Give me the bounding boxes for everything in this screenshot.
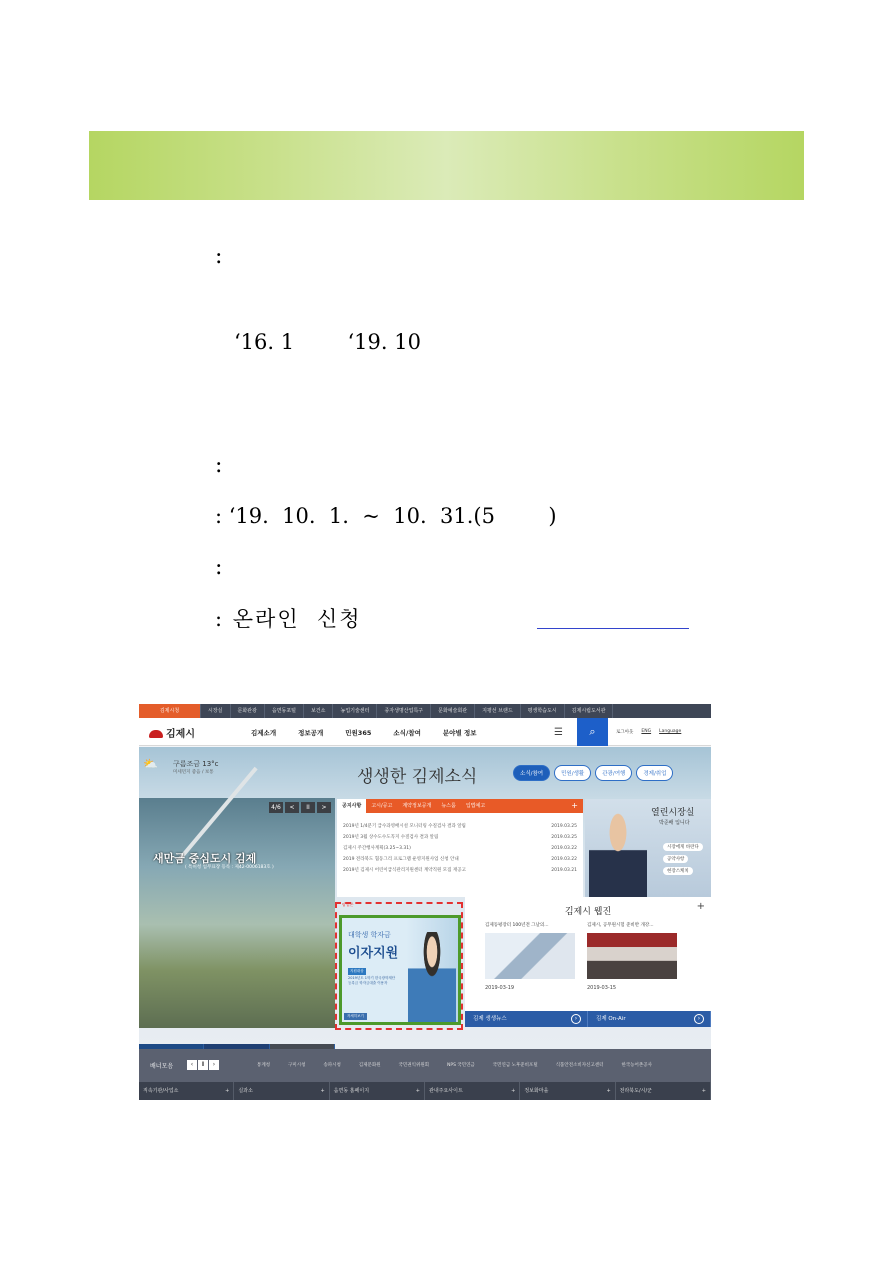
pause-slide-button[interactable]: II [301,802,315,813]
top-site-tabs [139,704,711,718]
banner-link[interactable]: 송파시청 [323,1063,341,1068]
site-tab[interactable]: 김제시립도서관 [565,704,614,718]
mayor-link[interactable]: 공약사항 [663,855,688,863]
nav-item[interactable]: 정보공개 [298,729,324,737]
footer-dropdown[interactable]: 전라북도/시/군 + [616,1082,711,1100]
banner-note: 2019년도 1학기 한국장학재단 등록금 학자금대출 이용자 [348,976,396,985]
notice-tab[interactable]: 공지사항 [337,799,366,813]
banner-badge: 지원대상 [350,969,364,973]
main-nav [139,718,711,746]
loan-interest-banner[interactable] [339,915,461,1025]
logout-link[interactable]: 로그아웃 [616,730,634,735]
news-heading: 생생한 김제소식 [357,767,478,787]
webzine-title: 김제시 웹진 [564,907,612,917]
doc-line-period: ‘16. 1 ‘19. 10 [234,330,421,354]
site-tab[interactable]: 시장실 [201,704,231,718]
site-tab[interactable]: 종자생명산업특구 [377,704,431,718]
banner-zone-label: 배너모음 [150,1063,174,1070]
webzine-date: 2019-03-19 [485,985,515,991]
language-link[interactable]: Language [659,729,682,734]
site-tab[interactable]: 읍면동포털 [265,704,304,718]
chevron-right-icon: › [694,1014,704,1024]
banner-line1: 대학생 학자금 [348,931,391,939]
prev-slide-button[interactable]: < [285,802,299,813]
site-tab[interactable]: 김제시청 [139,704,201,718]
notice-item[interactable]: 김제시 주간행사계획(3.25~3.31) 2019.03.22 [343,846,577,851]
footer-dropdown[interactable]: 실과소 + [234,1082,329,1100]
notice-tab[interactable]: 입법예고 [465,803,486,809]
doc-line-5: : [215,555,223,580]
mayor-office [585,799,711,897]
hamburger-menu-icon[interactable]: ☰ [554,727,563,738]
dust-status: 미세먼지 좋음 / 보통 [173,770,214,775]
logo-text: 김제시 [166,729,195,740]
site-tab[interactable]: 농업기술센터 [333,704,377,718]
category-pill[interactable]: 경제/취업 [636,765,673,781]
banner-more-button[interactable]: 자세히보기 [344,1013,367,1020]
chevron-right-icon: › [571,1014,581,1024]
hero-area [139,747,711,1049]
webzine [465,897,711,1027]
next-slide-button[interactable]: > [317,802,331,813]
footer-dropdown[interactable]: 직속기관/사업소 + [139,1082,234,1100]
doc-line-apply: : 온라인 신청 [215,607,362,631]
notice-board [337,799,583,897]
doc-line-1: : [215,244,223,269]
english-link[interactable]: ENG [641,729,652,734]
webzine-date: 2019-03-15 [587,985,617,991]
banner-pause-button[interactable]: Ⅱ [198,1060,208,1070]
nav-item[interactable]: 소식/참여 [393,729,421,737]
mayor-photo [589,811,647,897]
mayor-link[interactable]: 현장스케치 [663,867,693,875]
on-air-link[interactable]: 김제 On-Air › [588,1011,711,1027]
banner-line2: 이자지원 [348,946,399,961]
footer-dropdown[interactable]: 정보화마을 + [520,1082,615,1100]
banner-next-button[interactable]: › [209,1060,219,1070]
notice-tab[interactable]: 고시/공고 [371,803,393,809]
nav-item[interactable]: 민원365 [345,729,372,737]
notice-item[interactable]: 2019년 김제시 어린이급식관리지원센터 계약직원 모집 재공고 2019.03.21 [343,868,577,873]
cloud-sun-icon: ⛅ [143,757,158,771]
webzine-more-button[interactable]: + [696,901,705,912]
banner-link[interactable]: 김제문화원 [358,1063,381,1068]
banner-link[interactable]: 국민권익위원회 [398,1063,430,1068]
webzine-caption: 김제동평장터 100년전 그날의... [485,923,549,928]
banner-link[interactable]: 한국농어촌공사 [621,1063,652,1068]
mayor-title: 열린시장실 [651,808,695,818]
doc-line-dates: : ‘19. 10. 1. ~ 10. 31.(5 ) [215,504,557,528]
banner-link[interactable]: NPS 국민연금 [447,1063,475,1068]
banner-link[interactable]: 국민연금 노후준비포털 [492,1063,538,1068]
webzine-photo [587,933,677,979]
footer-dropdown[interactable]: 읍면동 홈페이지 + [330,1082,425,1100]
nav-item[interactable]: 분야별 정보 [442,729,477,737]
nav-item[interactable]: 김제소개 [251,729,277,737]
category-pill[interactable]: 민원/생활 [554,765,591,781]
webzine-photo [485,933,575,979]
search-icon: ⌕ [589,725,596,738]
site-tab[interactable]: 평생학습도시 [521,704,565,718]
footer-dropdown[interactable]: 관내주요사이트 + [425,1082,520,1100]
site-tab[interactable]: 문화예술회관 [431,704,475,718]
section-title-bar [89,131,804,200]
website-screenshot [139,704,711,1100]
banner-prev-button[interactable]: ‹ [187,1060,197,1070]
banner-link[interactable]: 식품안전소비자신고센터 [555,1063,604,1068]
student-illustration [408,932,456,1022]
logo-mark-icon [149,730,163,738]
doc-line-3: : [215,453,223,478]
site-logo[interactable] [149,725,195,740]
mayor-subtitle: 박준배 입니다 [659,820,690,826]
visual-slider [139,798,335,1028]
live-news-link[interactable]: 김제 생생뉴스 › [465,1011,588,1027]
notice-item[interactable]: 2019 전라북도 협동그리 프로그램 운영지원사업 신청 안내 2019.03.22 [343,857,577,862]
notice-tab[interactable]: 뉴스룸 [441,803,456,809]
banner-link[interactable]: 통계청 [257,1063,271,1068]
notice-item[interactable]: 2019년 1/4분기 급수과영배시설 모니터링 수질검사 결과 알림 2019.03.25 [343,824,577,829]
category-pill[interactable]: 소식/참여 [513,765,550,781]
site-tab[interactable]: 문화관광 [231,704,265,718]
banner-zone [139,1049,711,1082]
mayor-link[interactable]: 시장에게 바란다 [663,843,703,851]
footer-link-dropdowns [139,1082,711,1100]
webzine-item[interactable] [587,922,682,991]
slogan-sub: ( 특허청 업무표장 등록 : 제42-0006183호 ) [185,865,274,870]
webzine-item[interactable] [485,922,580,991]
slogan: 새만금 중심도시 김제 [153,852,257,865]
weather-status: 구름조금 13°c [173,760,219,768]
notice-item[interactable]: 2019년 3월 상수도수도꼭지 수질검사 결과 알림 2019.03.25 [343,835,577,840]
site-tab[interactable]: 보건소 [304,704,334,718]
more-notices-button[interactable]: + [571,801,578,810]
website-link-underline[interactable] [537,628,689,629]
site-tab[interactable]: 지평선 브랜드 [475,704,521,718]
search-button[interactable] [577,718,608,746]
banner-link[interactable]: 구미시청 [288,1063,306,1068]
seawall-graphic [177,767,257,861]
category-pill[interactable]: 관광/여행 [595,765,632,781]
notice-tab[interactable]: 계약정보공개 [402,803,432,809]
slide-counter: 4/6 [269,802,283,813]
webzine-caption: 김제시, 공무원시험 준비반 개강... [587,923,654,928]
popup-zone-label: 팝업존 [342,902,354,907]
